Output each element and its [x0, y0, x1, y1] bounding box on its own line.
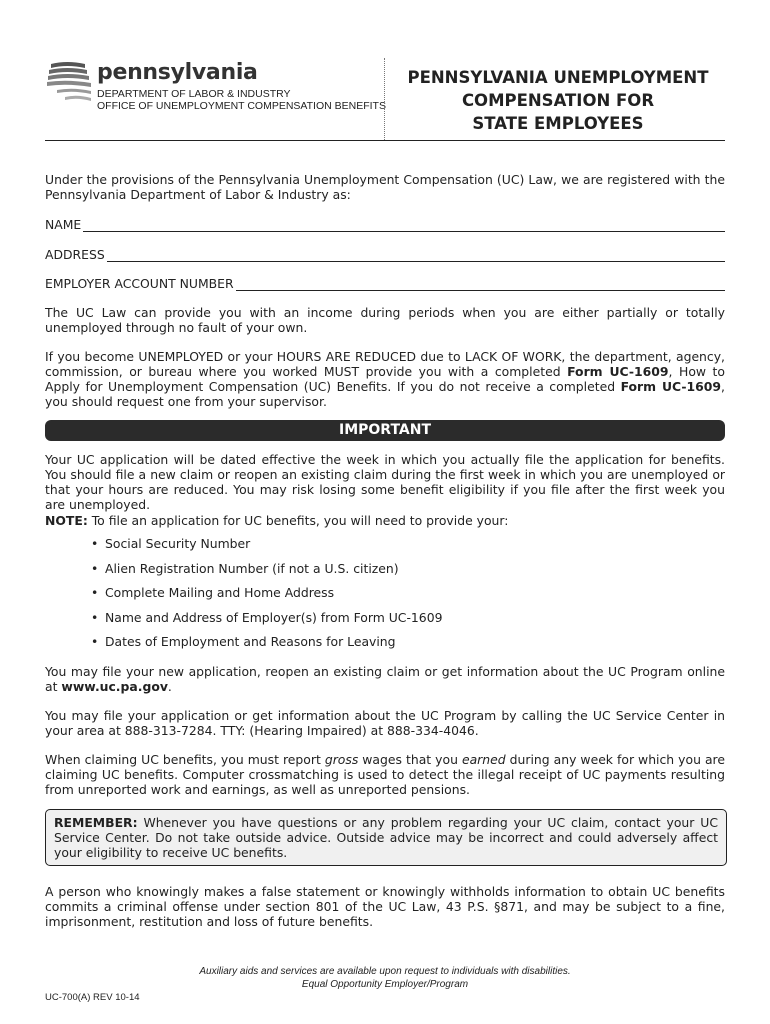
income-paragraph: The UC Law can provide you with an income during periods when you are either partially or totally unemployed through no fault of your own. — [45, 305, 725, 335]
text-segment: If you become UNEMPLOYED or your HOURS ARE REDUCED due to LACK OF WORK, the department, agency, commission, or bureau where you worked MUST provide you with a completed — [45, 349, 725, 379]
text-segment: , How to Apply for Unemployment Compensation (UC) Benefits. If you do not receive a completed — [45, 364, 725, 394]
requirements-list — [91, 536, 691, 659]
header-rule — [45, 140, 725, 141]
title-line: STATE EMPLOYEES — [472, 114, 644, 133]
accessibility-notice: Auxiliary aids and services are available upon request to individuals with disabilities. — [199, 966, 571, 977]
address-field[interactable] — [45, 247, 725, 262]
remember-box — [45, 809, 727, 866]
list-item: • Dates of Employment and Reasons for Leaving — [91, 634, 691, 659]
text-segment: You may file your new application, reopen an existing claim or get information about the UC Program online at — [45, 664, 725, 694]
remember-text — [54, 815, 718, 860]
address-label: ADDRESS — [45, 247, 105, 262]
online-paragraph — [45, 664, 725, 694]
text-segment: wages that you — [358, 752, 462, 767]
emphasis-gross: gross — [324, 752, 359, 767]
address-line[interactable] — [107, 249, 725, 262]
list-item: • Alien Registration Number (if not a U.S. citizen) — [91, 561, 691, 586]
note-label: NOTE: — [45, 513, 88, 528]
employer-account-line[interactable] — [236, 278, 725, 291]
title-line: PENNSYLVANIA UNEMPLOYMENT — [407, 68, 709, 87]
text-segment: . — [167, 679, 172, 694]
list-item: • Social Security Number — [91, 536, 691, 561]
name-field[interactable] — [45, 217, 725, 232]
form-id: UC-700(A) REV 10-14 — [45, 992, 140, 1003]
unemployed-paragraph — [45, 349, 725, 409]
text-segment: When claiming UC benefits, you must report — [45, 752, 325, 767]
remember-label: REMEMBER: — [54, 815, 138, 830]
emphasis-earned: earned — [461, 752, 506, 767]
false-statement-paragraph: A person who knowingly makes a false statement or knowingly withholds information to obtain UC benefits commits a criminal offense under section 801 of the UC Law, 43 P.S. §871, and may be subject to a fine, imprisonment, restitution and loss of future benefits. — [45, 884, 725, 929]
text-segment: during any week for which you are claiming UC benefits. Computer crossmatching is used to detect the illegal receipt of UC payments resulting from unreported work and earnings, as well as unreported pensions. — [45, 752, 725, 797]
important-banner: IMPORTANT — [45, 420, 725, 441]
state-logo — [45, 60, 105, 106]
phone-paragraph: You may file your application or get information about the UC Program by calling the UC Service Center in your area at 888-313-7284. TTY: (Hearing Impaired) at 888-334-4046. — [45, 708, 725, 738]
equal-opportunity-notice: Equal Opportunity Employer/Program — [301, 979, 469, 990]
form-reference: Form UC-1609 — [567, 364, 669, 379]
uc-website-link[interactable]: www.uc.pa.gov — [61, 679, 168, 694]
department-line: DEPARTMENT OF LABOR & INDUSTRY — [97, 88, 291, 100]
note-paragraph — [45, 513, 725, 528]
intro-paragraph: Under the provisions of the Pennsylvania Unemployment Compensation (UC) Law, we are registered with the Pennsylvania Department of Labor & Industry as: — [45, 172, 725, 202]
form-reference: Form UC-1609 — [620, 379, 722, 394]
gross-wages-paragraph — [45, 752, 725, 797]
list-item: • Name and Address of Employer(s) from Form UC-1609 — [91, 610, 691, 635]
employer-account-field[interactable] — [45, 276, 725, 291]
department-name — [97, 88, 386, 112]
dated-paragraph: Your UC application will be dated effective the week in which you actually file the application for benefits. You should file a new claim or reopen an existing claim during the first week in which you are unemployed or that your hours are reduced. You may risk losing some benefit eligibility if you file after the first week you are unemployed. — [45, 452, 725, 512]
title-line: COMPENSATION FOR — [461, 91, 655, 110]
remember-body: Whenever you have questions or any problem regarding your UC claim, contact your UC Service Center. Do not take outside advice. Outside advice may be incorrect and could adversely affect your eligibility to receive UC benefits. — [54, 815, 718, 860]
keystone-logo-graphic — [45, 60, 105, 106]
header-divider — [384, 58, 385, 140]
text-segment: , you should request one from your supervisor. — [45, 379, 725, 409]
footer-notice — [45, 965, 725, 991]
name-line[interactable] — [83, 219, 725, 232]
logo-wordmark: pennsylvania — [97, 60, 258, 85]
name-label: NAME — [45, 217, 82, 232]
list-item: • Complete Mailing and Home Address — [91, 585, 691, 610]
office-line: OFFICE OF UNEMPLOYMENT COMPENSATION BENEFITS — [97, 100, 386, 112]
note-text: To file an application for UC benefits, you will need to provide your: — [87, 513, 509, 528]
employer-account-label: EMPLOYER ACCOUNT NUMBER — [45, 276, 234, 291]
page-title — [388, 66, 728, 135]
